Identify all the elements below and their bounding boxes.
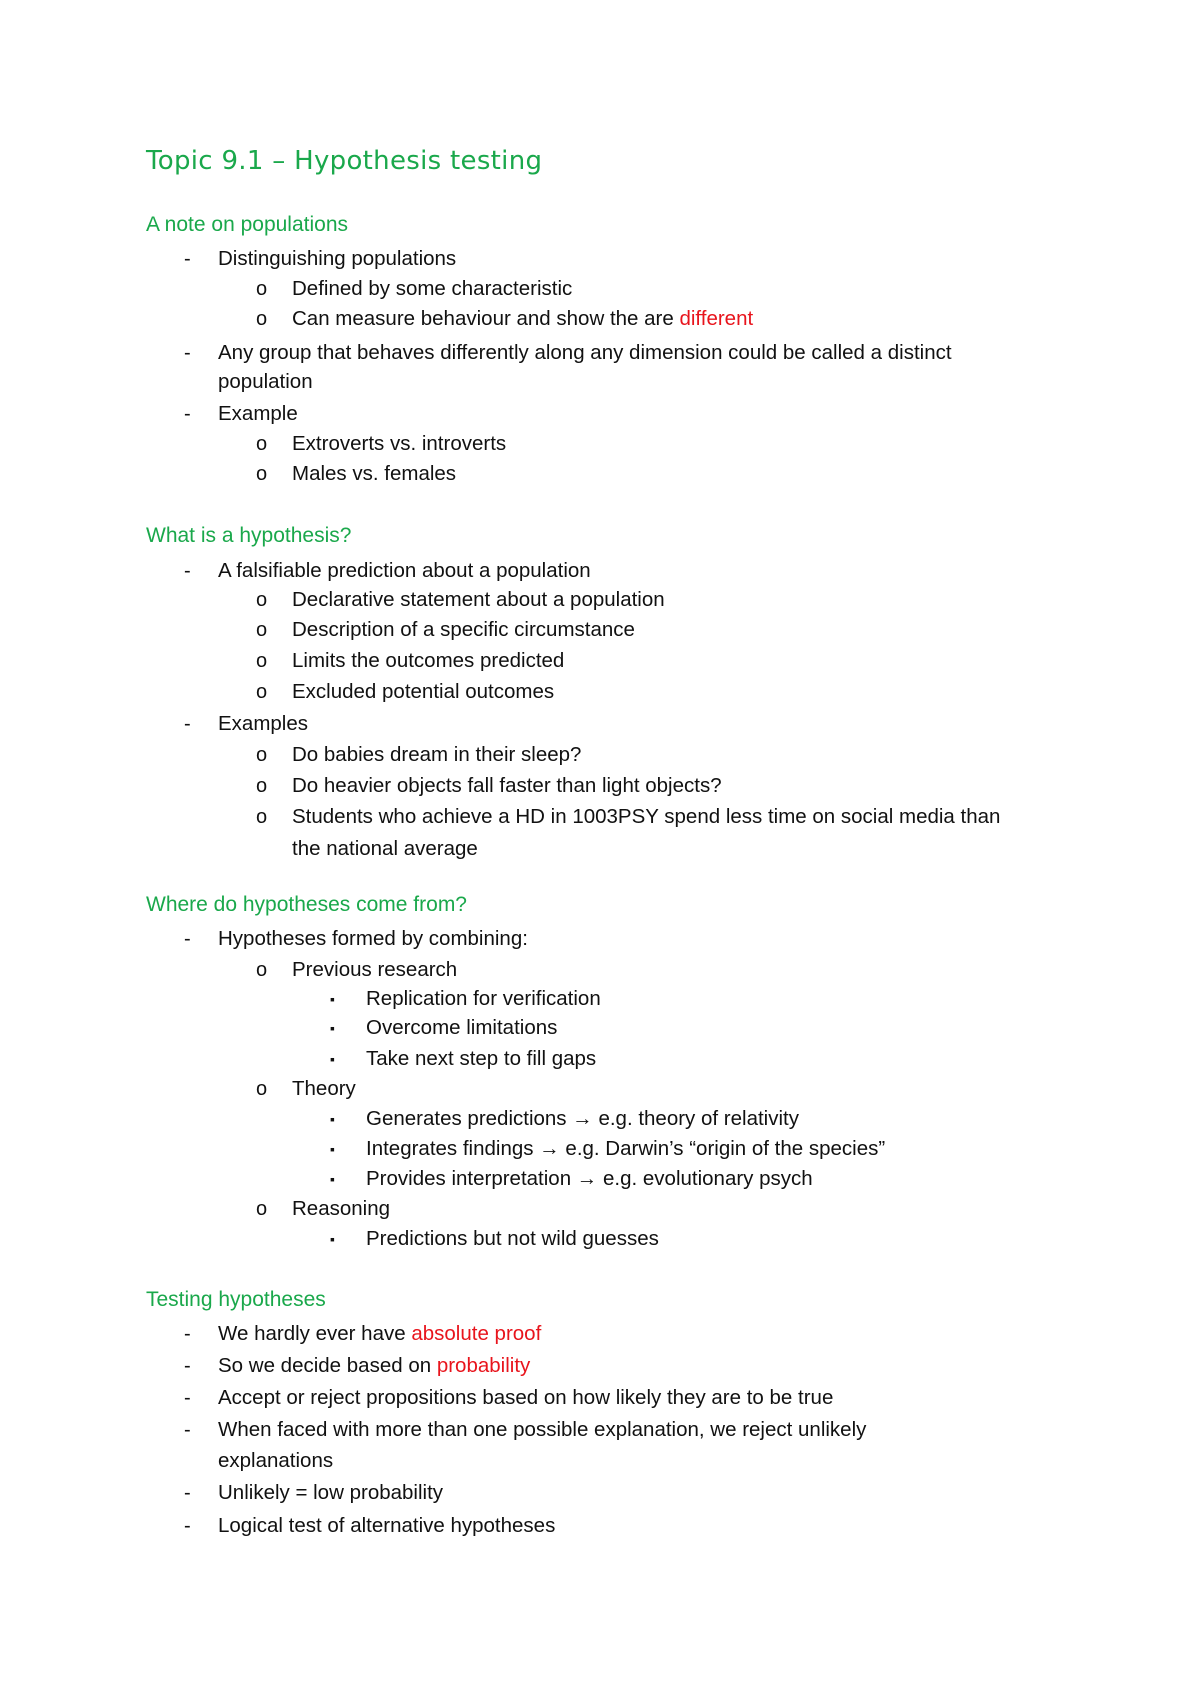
highlighted-term: different — [679, 307, 754, 330]
square-bullet: ▪ — [330, 1111, 335, 1127]
square-bullet: ▪ — [330, 1231, 335, 1247]
list-item: Accept or reject propositions based on how likely they are to be true — [218, 1386, 834, 1409]
list-item — [292, 307, 753, 331]
circle-bullet: o — [256, 308, 268, 330]
square-bullet: ▪ — [330, 991, 335, 1007]
list-item: When faced with more than one possible explanation, we reject unlikely — [218, 1418, 867, 1441]
dash-bullet: - — [184, 1419, 191, 1441]
circle-bullet: o — [256, 775, 268, 797]
square-bullet: ▪ — [330, 1051, 335, 1067]
list-item: Do babies dream in their sleep? — [292, 743, 582, 766]
list-item: Logical test of alternative hypotheses — [218, 1514, 556, 1537]
list-item: Previous research — [292, 958, 458, 981]
dash-bullet: - — [184, 1323, 191, 1345]
dash-bullet: - — [184, 403, 191, 425]
list-item: Extroverts vs. introverts — [292, 432, 507, 455]
list-item: Description of a specific circumstance — [292, 618, 635, 641]
list-item: Excluded potential outcomes — [292, 680, 555, 703]
square-bullet: ▪ — [330, 1141, 335, 1157]
list-item: Take next step to fill gaps — [366, 1047, 597, 1070]
list-item: Limits the outcomes predicted — [292, 649, 565, 672]
list-item: Integrates findings → e.g. Darwin’s “origin of the species” — [366, 1137, 886, 1160]
highlighted-term: probability — [436, 1354, 531, 1377]
circle-bullet: o — [256, 959, 268, 981]
list-item: Do heavier objects fall faster than light objects? — [292, 774, 722, 797]
circle-bullet: o — [256, 589, 268, 611]
circle-bullet: o — [256, 278, 268, 300]
item-text: So we decide based on — [218, 1354, 437, 1377]
circle-bullet: o — [256, 650, 268, 672]
list-item: Generates predictions → e.g. theory of relativity — [366, 1107, 799, 1130]
square-bullet: ▪ — [330, 1171, 335, 1187]
list-item-continuation: explanations — [218, 1449, 334, 1472]
dash-bullet: - — [184, 928, 191, 950]
dash-bullet: - — [184, 342, 191, 364]
circle-bullet: o — [256, 1198, 268, 1220]
list-item: Overcome limitations — [366, 1016, 558, 1039]
section-heading: Where do hypotheses come from? — [146, 893, 467, 916]
dash-bullet: - — [184, 1482, 191, 1504]
list-item-continuation: population — [218, 370, 313, 393]
item-text: Can measure behaviour and show the are — [292, 307, 680, 330]
dash-bullet: - — [184, 713, 191, 735]
dash-bullet: - — [184, 1355, 191, 1377]
square-bullet: ▪ — [330, 1020, 335, 1036]
section-heading: What is a hypothesis? — [146, 524, 352, 547]
dash-bullet: - — [184, 560, 191, 582]
dash-bullet: - — [184, 248, 191, 270]
list-item: Distinguishing populations — [218, 247, 457, 270]
circle-bullet: o — [256, 806, 268, 828]
list-item: Provides interpretation → e.g. evolutionary psych — [366, 1167, 813, 1190]
section-heading: A note on populations — [146, 213, 349, 236]
circle-bullet: o — [256, 744, 268, 766]
list-item: Defined by some characteristic — [292, 277, 573, 300]
item-text: We hardly ever have — [218, 1322, 412, 1345]
circle-bullet: o — [256, 619, 268, 641]
list-item: Replication for verification — [366, 987, 601, 1010]
list-item: Unlikely = low probability — [218, 1481, 444, 1504]
list-item: Theory — [292, 1077, 356, 1100]
list-item — [218, 1354, 530, 1378]
dash-bullet: - — [184, 1387, 191, 1409]
circle-bullet: o — [256, 681, 268, 703]
circle-bullet: o — [256, 433, 268, 455]
dash-bullet: - — [184, 1515, 191, 1537]
circle-bullet: o — [256, 1078, 268, 1100]
list-item: Males vs. females — [292, 462, 457, 485]
highlighted-term: absolute proof — [411, 1322, 542, 1345]
list-item: Hypotheses formed by combining: — [218, 927, 528, 950]
page-title: Topic 9.1 – Hypothesis testing — [146, 146, 543, 176]
list-item: Reasoning — [292, 1197, 391, 1220]
section-heading: Testing hypotheses — [146, 1288, 326, 1311]
list-item: Examples — [218, 712, 309, 735]
list-item — [218, 1322, 541, 1346]
list-item-continuation: the national average — [292, 837, 478, 860]
list-item: Any group that behaves differently along any dimension could be called a distinct — [218, 341, 952, 364]
list-item: Students who achieve a HD in 1003PSY spend less time on social media than — [292, 805, 1001, 828]
list-item: Example — [218, 402, 298, 425]
circle-bullet: o — [256, 463, 268, 485]
list-item: A falsifiable prediction about a population — [218, 559, 591, 582]
list-item: Declarative statement about a population — [292, 588, 665, 611]
list-item: Predictions but not wild guesses — [366, 1227, 659, 1250]
